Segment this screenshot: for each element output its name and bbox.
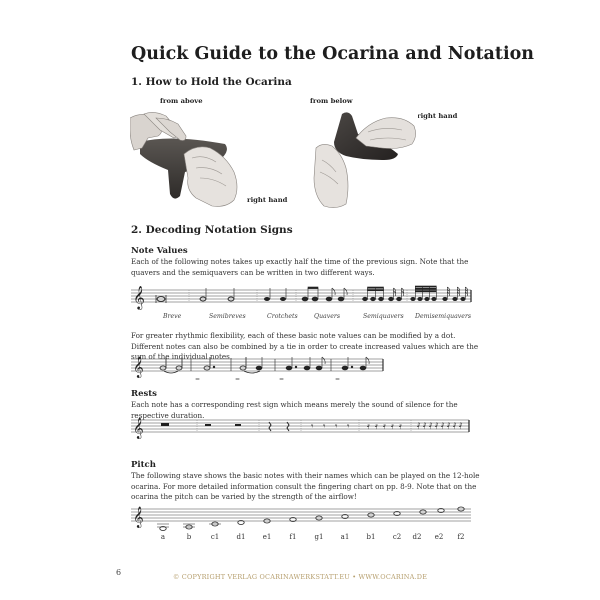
pitch-note-label: a1 xyxy=(340,533,350,541)
copyright-footer: © COPYRIGHT VERLAG OCARINAWERKSTATT.EU • WWW.OCARINA.DE xyxy=(172,573,428,581)
label-right-hand-2: right hand xyxy=(417,112,458,120)
pitch-note-label: b xyxy=(186,533,192,541)
pitch-note-label: d1 xyxy=(236,533,246,541)
photo-hold-from-below xyxy=(312,108,418,210)
treble-clef-icon: 𝄞 xyxy=(133,507,144,528)
svg-text:𝄿: 𝄿 xyxy=(383,422,386,432)
label-demisemiquavers: Demisemiquavers xyxy=(415,313,472,320)
pitch-heading: Pitch xyxy=(131,460,156,470)
svg-text:𝅀: 𝅀 xyxy=(429,422,433,432)
pitch-note-label: c1 xyxy=(210,533,220,541)
section-2-heading: 2. Decoding Notation Signs xyxy=(131,224,293,236)
treble-clef-icon: 𝄞 xyxy=(133,285,145,309)
label-crotchets: Crotchets xyxy=(267,313,298,320)
svg-text:𝅀: 𝅀 xyxy=(435,422,439,432)
label-left-hand-2: left hand xyxy=(359,196,394,204)
pitch-text: The following stave shows the basic notes with their names which can be played on the 12-hole ocarina. For more detailed information consult the fingering chart on pp. 8-9. Note that on the ocarina the pitch can be varied by the strength of the airflow! xyxy=(131,471,480,502)
label-quavers: Quavers xyxy=(314,313,341,320)
pitch-note-label: c2 xyxy=(392,533,402,541)
section-1-heading: 1. How to Hold the Ocarina xyxy=(131,76,292,88)
pitch-note-label: b1 xyxy=(366,533,376,541)
staff-pitch xyxy=(131,503,476,543)
svg-text:𝅀: 𝅀 xyxy=(453,422,457,432)
equals-sign: = xyxy=(335,376,341,383)
svg-text:𝅀: 𝅀 xyxy=(447,422,451,432)
pitch-note-label: e1 xyxy=(262,533,272,541)
note-values-text: Each of the following notes takes up exactly half the time of the previous sign. Note that the quavers and the semiquavers can be written in two different ways. xyxy=(131,257,469,277)
svg-text:𝄿: 𝄿 xyxy=(391,422,394,432)
label-semibreves: Semibreves xyxy=(209,313,246,320)
svg-text:𝅀: 𝅀 xyxy=(423,422,427,432)
photo-hold-from-above xyxy=(130,110,242,210)
svg-text:𝄿: 𝄿 xyxy=(375,422,378,432)
page-title: Quick Guide to the Ocarina and Notation xyxy=(131,44,535,64)
note-values-heading: Note Values xyxy=(131,246,188,256)
label-semiquavers: Semiquavers xyxy=(363,313,404,320)
svg-text:𝄾: 𝄾 xyxy=(335,422,338,432)
staff-dotted-ties xyxy=(131,354,391,384)
pitch-note-label: f1 xyxy=(289,533,297,541)
svg-text:𝅀: 𝅀 xyxy=(417,422,421,432)
page-number: 6 xyxy=(116,568,122,577)
rests-text: Each note has a corresponding rest sign which means merely the sound of silence for the respective duration. xyxy=(131,400,458,420)
svg-text:𝄾: 𝄾 xyxy=(347,422,350,432)
staff-note-values xyxy=(131,282,476,324)
treble-clef-icon: 𝄞 xyxy=(133,418,144,439)
label-from-above: from above xyxy=(160,97,203,105)
svg-text:𝅀: 𝅀 xyxy=(441,422,445,432)
svg-text:𝄾: 𝄾 xyxy=(311,422,314,432)
svg-text:𝅀: 𝅀 xyxy=(459,422,463,432)
staff-rests xyxy=(131,414,476,440)
pitch-note-label: f2 xyxy=(457,533,465,541)
pitch-note-label: e2 xyxy=(434,533,444,541)
treble-clef-icon: 𝄞 xyxy=(133,357,144,378)
rests-heading: Rests xyxy=(131,389,157,399)
svg-text:𝄿: 𝄿 xyxy=(399,422,402,432)
svg-text:𝄾: 𝄾 xyxy=(323,422,326,432)
label-left-hand-1: left hand xyxy=(186,112,221,120)
label-right-hand-1: right hand xyxy=(247,196,288,204)
label-from-below: from below xyxy=(310,97,353,105)
equals-sign: = xyxy=(279,376,285,383)
equals-sign: = xyxy=(195,376,201,383)
pitch-note-label: g1 xyxy=(314,533,324,541)
svg-text:𝄿: 𝄿 xyxy=(367,422,370,432)
dotted-text: For greater rhythmic flexibility, each of these basic note values can be modified by a dot. Different notes can also be combined by a tie in order to create increased values which are the sum of the individual notes. xyxy=(131,331,479,362)
label-breve: Breve xyxy=(163,313,182,320)
pitch-note-label: d2 xyxy=(412,533,422,541)
pitch-note-label: a xyxy=(160,533,166,541)
equals-sign: = xyxy=(235,376,241,383)
